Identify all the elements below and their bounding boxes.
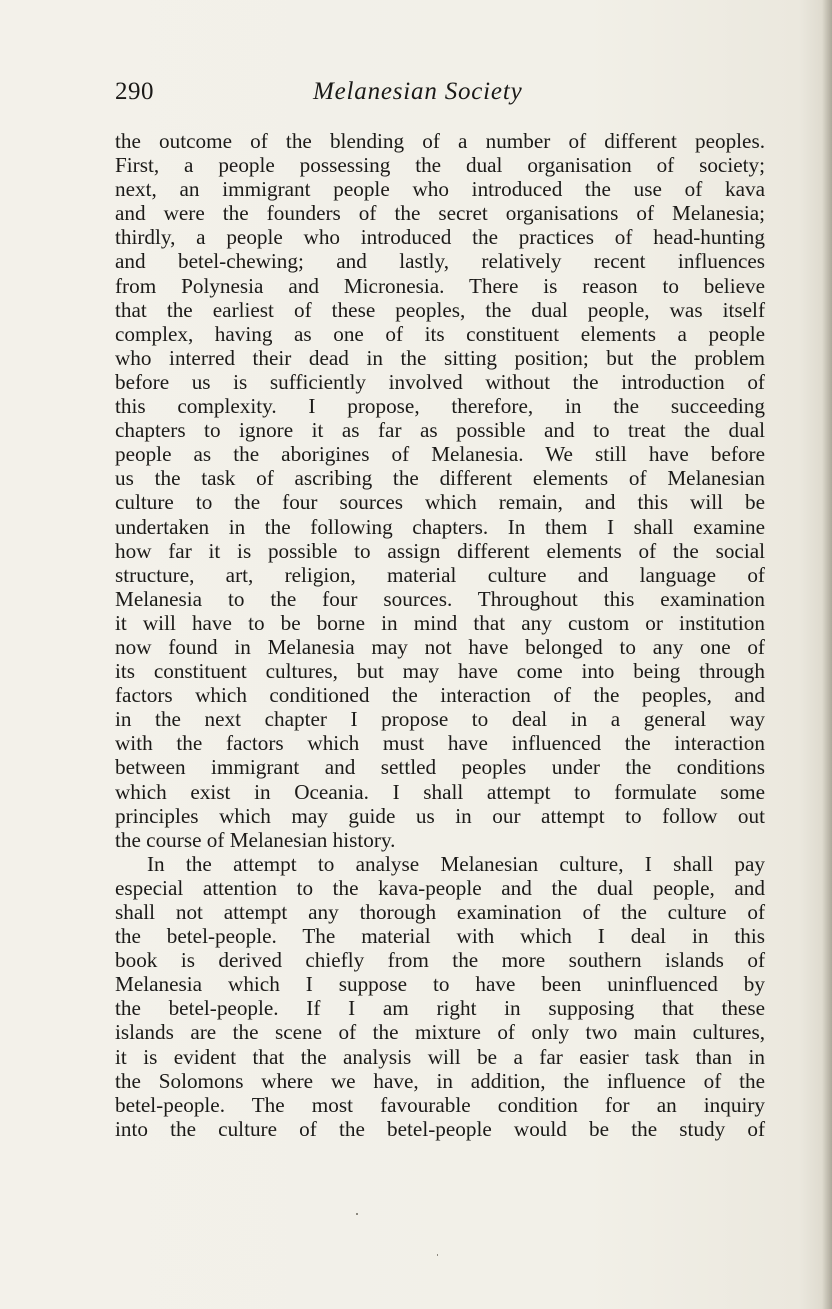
text-line: especial attention to the kava-people and the dual people, and xyxy=(115,875,765,900)
page-number: 290 xyxy=(115,78,154,105)
text-line: who interred their dead in the sitting position; but the problem xyxy=(115,345,765,370)
text-line: betel-people. The most favourable condition for an inquiry xyxy=(115,1092,765,1117)
text-line: into the culture of the betel-people would be the study of xyxy=(115,1116,765,1141)
paper-speck xyxy=(356,1213,358,1215)
text-line: from Polynesia and Micronesia. There is reason to believe xyxy=(115,273,765,298)
text-line: before us is sufficiently involved without the introduction of xyxy=(115,369,765,394)
text-line: with the factors which must have influenced the interaction xyxy=(115,731,765,756)
text-line: complex, having as one of its constituent elements a people xyxy=(115,321,765,346)
text-line: chapters to ignore it as far as possible and to treat the dual xyxy=(115,418,765,443)
paper-speck xyxy=(437,1254,438,1256)
text-line: Melanesia to the four sources. Throughout this examination xyxy=(115,586,765,611)
running-title: Melanesian Society xyxy=(313,78,523,105)
text-line: how far it is possible to assign different elements of the social xyxy=(115,538,765,563)
text-line: factors which conditioned the interaction of the peoples, and xyxy=(115,683,765,708)
text-line: us the task of ascribing the different elements of Melanesian xyxy=(115,466,765,491)
text-line: it will have to be borne in mind that any custom or institution xyxy=(115,610,765,635)
text-line: which exist in Oceania. I shall attempt to formulate some xyxy=(115,779,765,804)
paragraph-start-line: In the attempt to analyse Melanesian culture, I shall pay xyxy=(147,851,765,876)
text-line: now found in Melanesia may not have belonged to any one of xyxy=(115,634,765,659)
text-line: culture to the four sources which remain, and this will be xyxy=(115,490,765,515)
text-line: undertaken in the following chapters. In them I shall examine xyxy=(115,514,765,539)
text-line: and betel-chewing; and lastly, relatively recent influences xyxy=(115,249,765,274)
paragraph-end-line: the course of Melanesian history. xyxy=(115,827,396,852)
text-line: the outcome of the blending of a number of different peoples. xyxy=(115,129,765,153)
text-line: next, an immigrant people who introduced the use of kava xyxy=(115,177,765,202)
text-line: the Solomons where we have, in addition, the influence of the xyxy=(115,1068,765,1093)
page-edge-shadow xyxy=(822,0,832,1309)
text-line: and were the founders of the secret organisations of Melanesia; xyxy=(115,201,765,226)
text-line: it is evident that the analysis will be a far easier task than in xyxy=(115,1044,765,1069)
text-line: the betel-people. The material with which I deal in this xyxy=(115,924,765,949)
text-line: people as the aborigines of Melanesia. We still have before xyxy=(115,442,765,467)
text-line: principles which may guide us in our attempt to follow out xyxy=(115,803,765,828)
text-line: that the earliest of these peoples, the dual people, was itself xyxy=(115,297,765,322)
page-header xyxy=(115,78,765,114)
text-line: First, a people possessing the dual organisation of society; xyxy=(115,153,765,178)
text-line: Melanesia which I suppose to have been uninfluenced by xyxy=(115,972,765,997)
body-text xyxy=(115,129,765,1141)
text-line: the betel-people. If I am right in supposing that these xyxy=(115,996,765,1021)
text-line: between immigrant and settled peoples under the conditions xyxy=(115,755,765,780)
text-line: its constituent cultures, but may have come into being through xyxy=(115,659,765,684)
text-line: book is derived chiefly from the more southern islands of xyxy=(115,948,765,973)
text-line: in the next chapter I propose to deal in a general way xyxy=(115,707,765,732)
text-line: this complexity. I propose, therefore, in the succeeding xyxy=(115,394,765,419)
text-line: shall not attempt any thorough examination of the culture of xyxy=(115,900,765,924)
text-line: structure, art, religion, material culture and language of xyxy=(115,562,765,587)
text-line: thirdly, a people who introduced the practices of head-hunting xyxy=(115,225,765,250)
text-line: islands are the scene of the mixture of only two main cultures, xyxy=(115,1020,765,1045)
